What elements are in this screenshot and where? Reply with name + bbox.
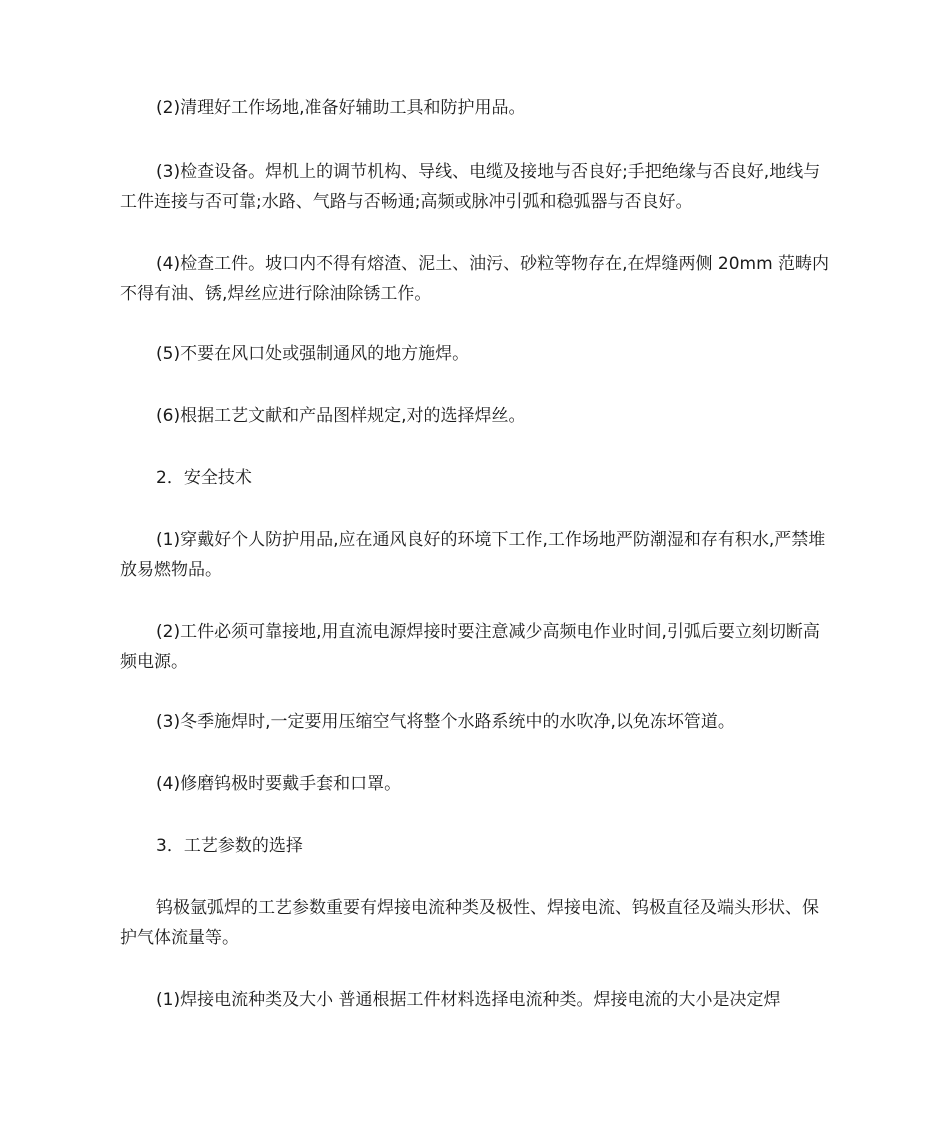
paragraph-parameters-intro: 钨极氩弧焊的工艺参数重要有焊接电流种类及极性、焊接电流、钨极直径及端头形状、保护气体流量等。 — [120, 898, 819, 948]
section-heading-parameters: 3．工艺参数的选择 — [156, 836, 303, 856]
paragraph-no-wind-welding: (5)不要在风口处或强制通风的地方施焊。 — [156, 344, 470, 364]
paragraph-protective-gear: (1)穿戴好个人防护用品,应在通风良好的环境下工作,工作场地严防潮湿和存有积水,严禁堆放易燃物品。 — [120, 530, 826, 580]
section-heading-safety: 2．安全技术 — [156, 468, 252, 488]
paragraph-prep-worksite: (2)清理好工作场地,准备好辅助工具和防护用品。 — [156, 98, 526, 118]
paragraph-select-wire: (6)根据工艺文献和产品图样规定,对的选择焊丝。 — [156, 406, 526, 426]
paragraph-grinding-tungsten: (4)修磨钨极时要戴手套和口罩。 — [156, 774, 402, 794]
paragraph-grounding: (2)工件必须可靠接地,用直流电源焊接时要注意减少高频电作业时间,引弧后要立刻切断高频电源。 — [120, 622, 820, 672]
paragraph-check-equipment: (3)检查设备。焊机上的调节机构、导线、电缆及接地与否良好;手把绝缘与否良好,地线与工件连接与否可靠;水路、气路与否畅通;高频或脉冲引弧和稳弧器与否良好。 — [120, 162, 821, 212]
paragraph-current-type: (1)焊接电流种类及大小 普通根据工件材料选择电流种类。焊接电流的大小是决定焊 — [156, 990, 781, 1010]
paragraph-check-workpiece: (4)检查工件。坡口内不得有熔渣、泥土、油污、砂粒等物存在,在焊缝两侧 20mm 范畴内不得有油、锈,焊丝应进行除油除锈工作。 — [120, 254, 830, 304]
paragraph-winter-welding: (3)冬季施焊时,一定要用压缩空气将整个水路系统中的水吹净,以免冻坏管道。 — [156, 712, 735, 732]
